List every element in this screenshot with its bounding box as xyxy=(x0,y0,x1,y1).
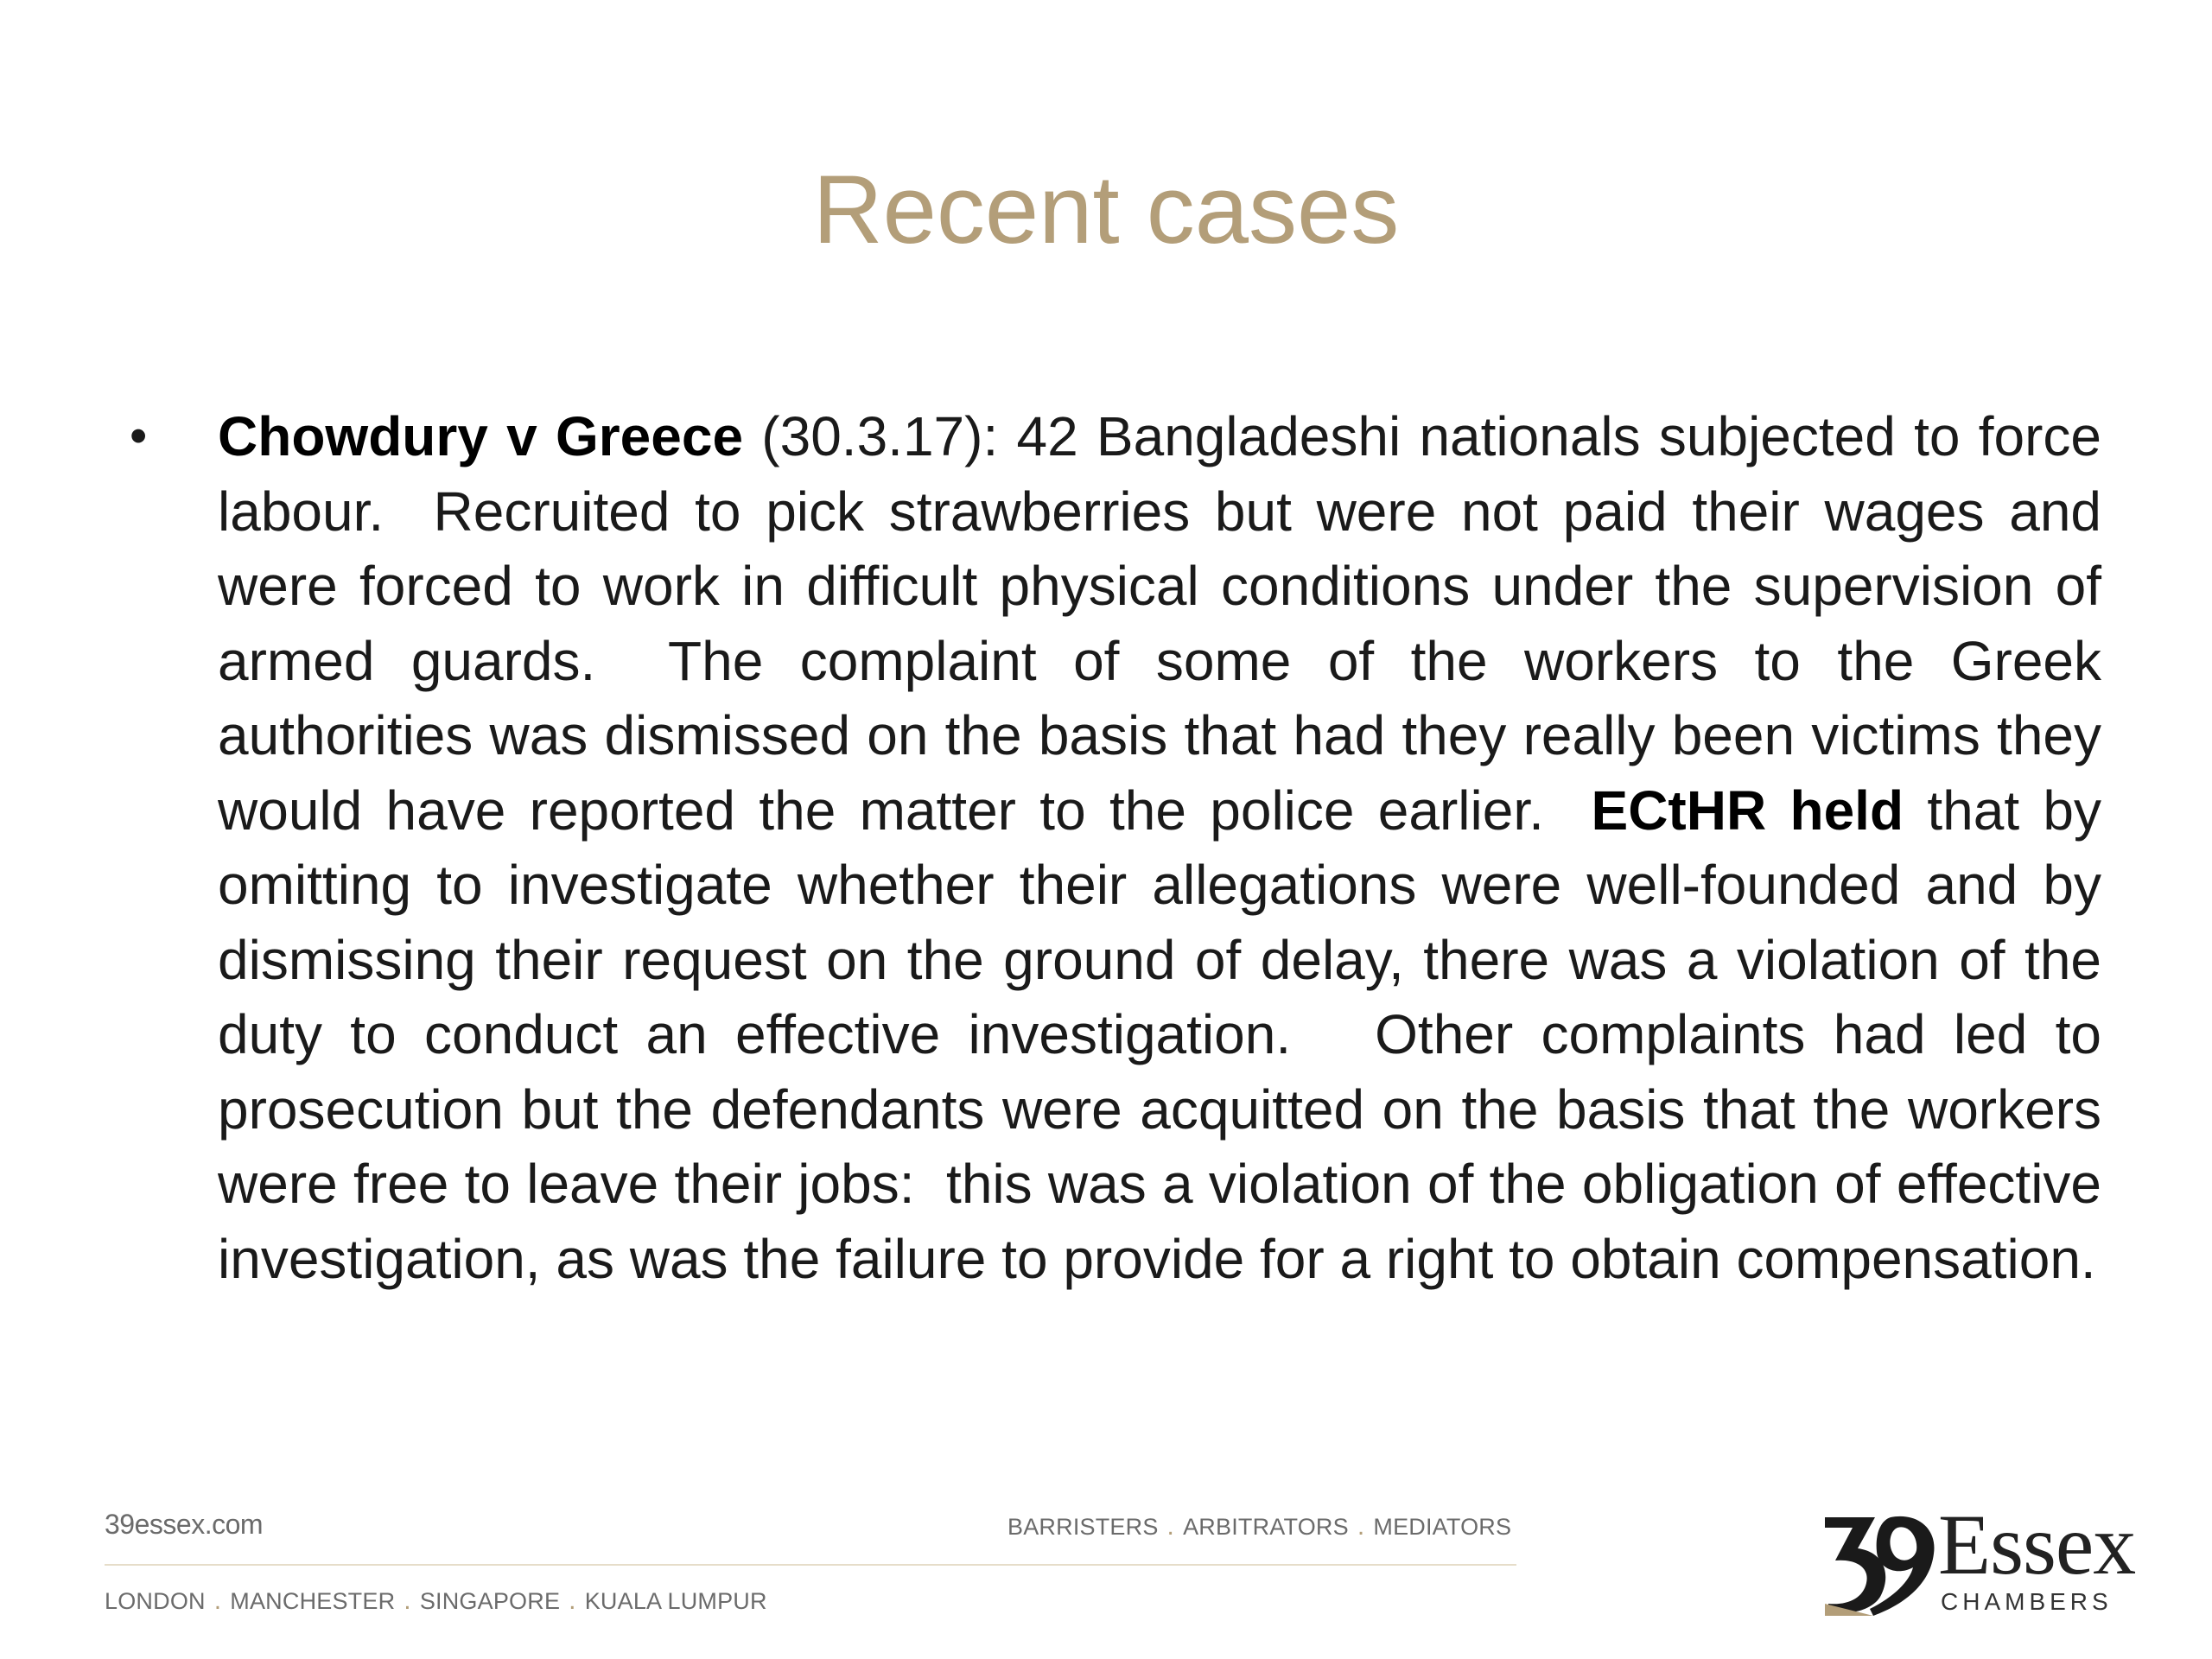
case-text-part-2: that by omitting to investigate whether their allegations were well-founded and by dismissing their request on the ground of delay, there was a violation of the duty to conduct an effective investigation. Other complaints had led to prosecution but the defendants were acquitted on the basis that the workers were free to leave their jobs: this was a violation of the obligation of effective investigation, as was the failure to provide for a right to obtain compensation. xyxy=(218,779,2117,1290)
tagline-item: BARRISTERS xyxy=(1007,1514,1159,1540)
city-item: LONDON xyxy=(105,1588,206,1614)
city-item: MANCHESTER xyxy=(230,1588,396,1614)
footer-divider xyxy=(105,1564,1516,1566)
bullet-item xyxy=(130,399,2117,1296)
tagline-separator: . xyxy=(1166,1512,1175,1541)
city-item: SINGAPORE xyxy=(419,1588,561,1614)
slide-content xyxy=(130,399,2117,1296)
case-text-part-1: (30.3.17): 42 Bangladeshi nationals subjected to force labour. Recruited to pick strawberries but were not paid their wages and were forced to work in difficult physical conditions under the supervision of armed guards. The complaint of some of the workers to the Greek authorities was dismissed on the basis that had they really been victims they would have reported the matter to the police earlier. xyxy=(218,405,2117,842)
held-label: ECtHR held xyxy=(1591,779,1904,842)
city-separator: . xyxy=(569,1586,576,1615)
logo-name: Essex xyxy=(1938,1497,2136,1592)
tagline-item: MEDIATORS xyxy=(1373,1514,1512,1540)
logo-subtitle: CHAMBERS xyxy=(1941,1588,2113,1615)
slide-title: Recent cases xyxy=(812,156,1400,264)
tagline-item: ARBITRATORS xyxy=(1183,1514,1349,1540)
city-separator: . xyxy=(213,1586,222,1615)
footer-tagline xyxy=(1007,1512,1511,1541)
bullet-text xyxy=(218,399,2117,1296)
footer-cities xyxy=(105,1586,767,1616)
city-item: KUALA LUMPUR xyxy=(584,1588,767,1614)
footer-website[interactable]: 39essex.com xyxy=(105,1509,264,1540)
bullet-icon: • xyxy=(130,408,148,464)
city-separator: . xyxy=(404,1586,411,1615)
case-name: Chowdury v Greece xyxy=(218,405,744,467)
tagline-separator: . xyxy=(1357,1512,1365,1541)
